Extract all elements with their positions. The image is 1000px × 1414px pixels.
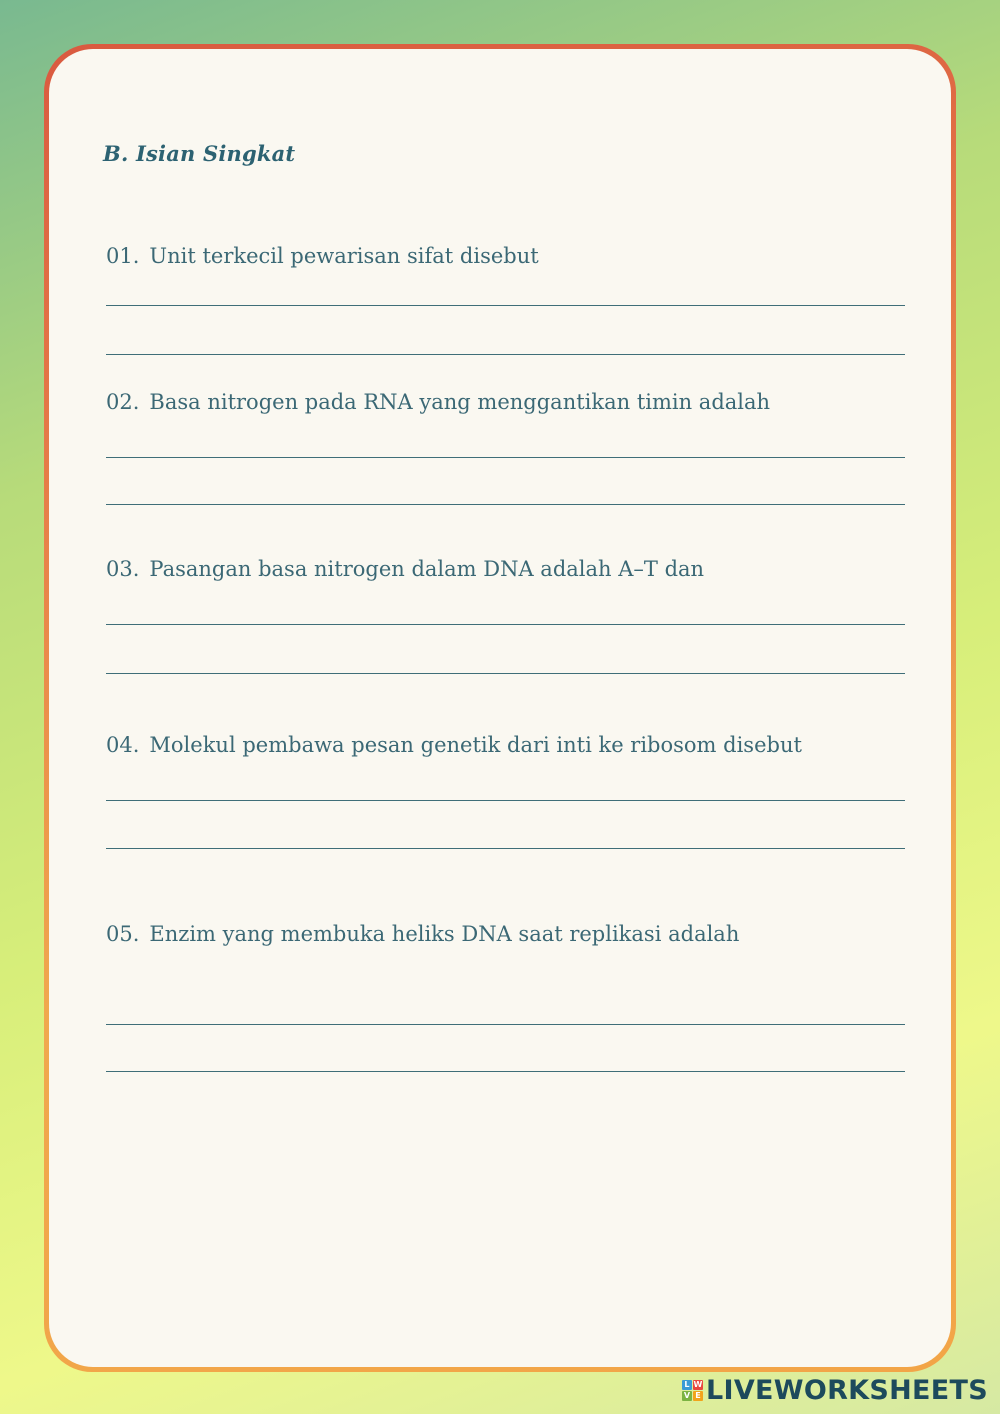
- question-number: 04.: [106, 733, 140, 757]
- question-text: Unit terkecil pewarisan sifat disebut: [149, 244, 539, 268]
- answer-line[interactable]: [106, 354, 905, 355]
- question-5: [106, 922, 906, 946]
- worksheet-frame: [44, 44, 956, 1372]
- logo-letter: L: [682, 1380, 692, 1390]
- liveworksheets-logo[interactable]: [682, 1375, 988, 1406]
- answer-line[interactable]: [106, 504, 905, 505]
- question-number: 05.: [106, 922, 140, 946]
- answer-line[interactable]: [106, 1071, 905, 1072]
- logo-letter: V: [683, 1391, 691, 1400]
- logo-letter: E: [693, 1391, 703, 1401]
- question-text: Molekul pembawa pesan genetik dari inti ke ribosom disebut: [149, 733, 802, 757]
- answer-line[interactable]: [106, 457, 905, 458]
- answer-line[interactable]: [106, 800, 905, 801]
- logo-letter: W: [693, 1380, 703, 1389]
- answer-line[interactable]: [106, 848, 905, 849]
- section-title: B. Isian Singkat: [103, 141, 296, 166]
- answer-line[interactable]: [106, 673, 905, 674]
- question-number: 03.: [106, 557, 140, 581]
- brand-name: LIVEWORKSHEETS: [705, 1375, 988, 1406]
- answer-line[interactable]: [106, 1024, 905, 1025]
- question-text: Pasangan basa nitrogen dalam DNA adalah A–T dan: [149, 557, 705, 581]
- answer-line[interactable]: [106, 305, 905, 306]
- question-4: [106, 733, 906, 757]
- question-2: [106, 390, 906, 414]
- question-1: [106, 244, 906, 268]
- worksheet-card: [49, 49, 951, 1367]
- answer-line[interactable]: [106, 624, 905, 625]
- question-number: 01.: [106, 244, 140, 268]
- question-text: Basa nitrogen pada RNA yang menggantikan timin adalah: [149, 390, 771, 414]
- question-3: [106, 557, 906, 581]
- liveworksheets-icon: [682, 1380, 703, 1401]
- question-number: 02.: [106, 390, 140, 414]
- question-text: Enzim yang membuka heliks DNA saat replikasi adalah: [149, 922, 740, 946]
